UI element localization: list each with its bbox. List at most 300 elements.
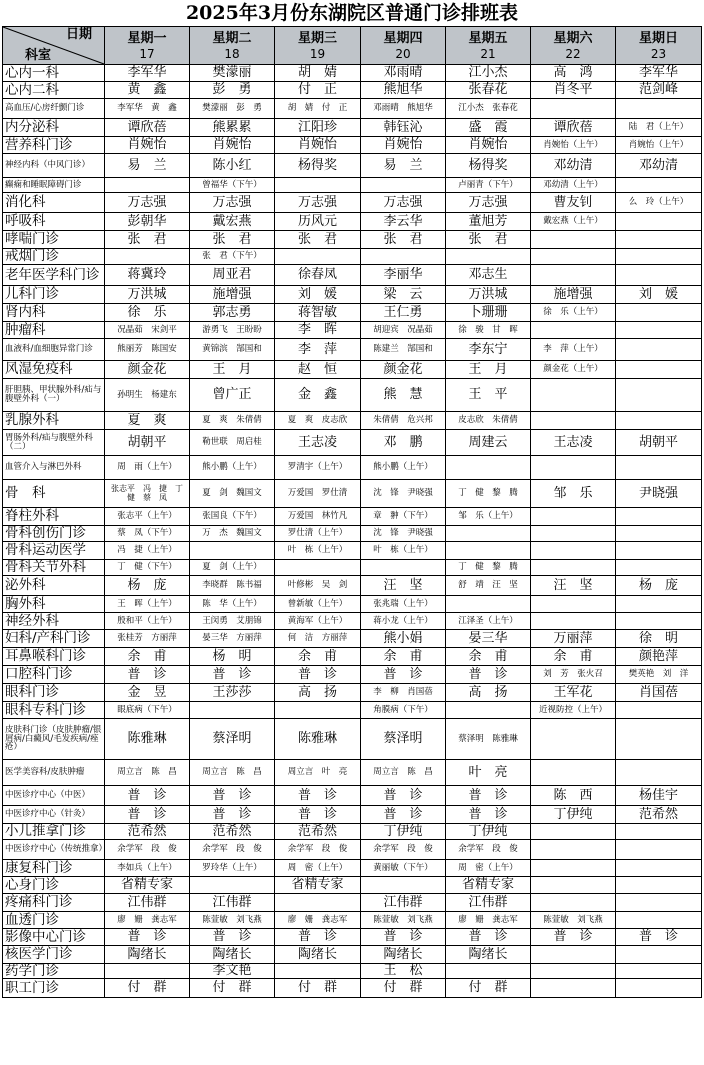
schedule-row: [3, 806, 702, 824]
schedule-cell: 万志强: [361, 193, 446, 213]
schedule-cell: [275, 178, 361, 193]
schedule-title: 2025年3月份东湖院区普通门诊排班表: [185, 2, 519, 24]
schedule-cell: 戴宏燕: [190, 213, 275, 231]
schedule-cell: 戴宏燕（上午）: [531, 213, 616, 231]
schedule-cell: 董旭芳: [446, 213, 531, 231]
schedule-cell: 彭朝华: [105, 213, 190, 231]
schedule-cell: [105, 964, 190, 979]
schedule-cell: 肖婉怡（上午）: [616, 137, 702, 154]
day-header-wed: 星期三 19: [275, 27, 361, 65]
schedule-cell: 普 诊: [275, 786, 361, 806]
schedule-cell: 肖国蓓: [616, 684, 702, 702]
schedule-row: [3, 508, 702, 526]
schedule-cell: [616, 860, 702, 877]
schedule-cell: 郭志勇: [190, 304, 275, 322]
schedule-cell: 蒋智敏: [275, 304, 361, 322]
schedule-cell: [616, 946, 702, 964]
schedule-row: [3, 877, 702, 894]
schedule-cell: 张 君: [275, 231, 361, 249]
schedule-cell: [190, 877, 275, 894]
schedule-cell: 肖婉怡: [446, 137, 531, 154]
schedule-cell: 沈 锋 尹晓强: [361, 480, 446, 508]
schedule-row: [3, 946, 702, 964]
schedule-cell: 普 诊: [105, 929, 190, 946]
schedule-cell: 勒世联 周启桂: [190, 430, 275, 456]
schedule-row: [3, 178, 702, 193]
schedule-cell: 黄丽敏（下午）: [361, 860, 446, 877]
schedule-body: [3, 65, 702, 998]
schedule-cell: [190, 702, 275, 719]
department-name: 骨科关节外科: [3, 560, 105, 576]
schedule-cell: 范希然: [616, 806, 702, 824]
schedule-cell: 杨佳宇: [616, 786, 702, 806]
schedule-cell: 叶 亮: [446, 760, 531, 786]
schedule-cell: [531, 456, 616, 480]
schedule-cell: 余 甫: [531, 648, 616, 666]
schedule-row: [3, 213, 702, 231]
department-name: 妇科/产科门诊: [3, 630, 105, 648]
schedule-cell: 肖婉怡: [190, 137, 275, 154]
schedule-cell: 周建云: [446, 430, 531, 456]
department-name: 血透门诊: [3, 912, 105, 929]
schedule-cell: 普 诊: [190, 806, 275, 824]
schedule-cell: 丁 健（下午）: [105, 560, 190, 576]
schedule-cell: 梁 云: [361, 286, 446, 304]
schedule-cell: 普 诊: [275, 666, 361, 684]
department-name: 心内一科: [3, 65, 105, 82]
schedule-cell: 张国良（下午）: [190, 508, 275, 526]
schedule-cell: [616, 322, 702, 339]
schedule-cell: [531, 542, 616, 560]
department-name: 胸外科: [3, 596, 105, 613]
department-name: 影像中心门诊: [3, 929, 105, 946]
schedule-cell: [616, 456, 702, 480]
schedule-cell: 普 诊: [616, 929, 702, 946]
schedule-cell: 曾新敏（上午）: [275, 596, 361, 613]
schedule-cell: 江伟群: [446, 894, 531, 912]
schedule-cell: [446, 249, 531, 265]
schedule-row: [3, 137, 702, 154]
department-name: 骨科创伤门诊: [3, 526, 105, 542]
schedule-cell: 江泽圣（上午）: [446, 613, 531, 630]
department-name: 皮肤科门诊（皮肤肿瘤/银屑病/白癜风/毛发疾病/痤疮）: [3, 719, 105, 760]
schedule-cell: 眼底病（下午）: [105, 702, 190, 719]
schedule-cell: 李军华: [105, 65, 190, 82]
schedule-cell: 李 萍（上午）: [531, 339, 616, 361]
schedule-row: [3, 304, 702, 322]
schedule-cell: [616, 894, 702, 912]
schedule-cell: 余学军 段 俊: [105, 840, 190, 860]
day-header-fri: 星期五 21: [446, 27, 531, 65]
schedule-cell: 陈萱敏 刘飞燕: [190, 912, 275, 929]
schedule-cell: 邓 鹏: [361, 430, 446, 456]
schedule-cell: 易 兰: [105, 154, 190, 178]
schedule-cell: 普 诊: [531, 929, 616, 946]
schedule-row: [3, 193, 702, 213]
schedule-cell: 徐 明: [616, 630, 702, 648]
schedule-row: [3, 542, 702, 560]
department-name: 中医诊疗中心（中医）: [3, 786, 105, 806]
schedule-row: [3, 286, 702, 304]
schedule-cell: [616, 361, 702, 379]
day-header-mon: 星期一 17: [105, 27, 190, 65]
schedule-cell: 张 君: [190, 231, 275, 249]
schedule-cell: [531, 249, 616, 265]
schedule-row: [3, 912, 702, 929]
schedule-row: [3, 99, 702, 119]
schedule-cell: [531, 824, 616, 840]
schedule-cell: [446, 542, 531, 560]
schedule-cell: [531, 99, 616, 119]
schedule-cell: 普 诊: [361, 786, 446, 806]
schedule-row: [3, 719, 702, 760]
schedule-cell: 范剑峰: [616, 82, 702, 99]
schedule-cell: 历风元: [275, 213, 361, 231]
department-name: 眼科专科门诊: [3, 702, 105, 719]
schedule-row: [3, 860, 702, 877]
schedule-cell: 普 诊: [190, 929, 275, 946]
department-name: 中医诊疗中心（针灸）: [3, 806, 105, 824]
schedule-cell: 朱倩倩 危兴邦: [361, 412, 446, 430]
schedule-cell: [446, 526, 531, 542]
schedule-cell: 黄海军（上午）: [275, 613, 361, 630]
department-name: 眼科门诊: [3, 684, 105, 702]
schedule-row: [3, 119, 702, 137]
schedule-cell: 普 诊: [105, 786, 190, 806]
schedule-cell: 丁 健 黎 腾: [446, 480, 531, 508]
schedule-cell: [531, 719, 616, 760]
schedule-cell: 普 诊: [275, 806, 361, 824]
schedule-row: [3, 630, 702, 648]
schedule-cell: [616, 231, 702, 249]
schedule-cell: [531, 265, 616, 286]
schedule-cell: 陈雅琳: [275, 719, 361, 760]
schedule-row: [3, 430, 702, 456]
schedule-cell: 李东宁: [446, 339, 531, 361]
schedule-cell: [616, 412, 702, 430]
schedule-cell: 江小杰: [446, 65, 531, 82]
schedule-row: [3, 339, 702, 361]
department-name: 职工门诊: [3, 979, 105, 998]
schedule-cell: 万洪城: [105, 286, 190, 304]
schedule-cell: 蔡泽明 陈雅琳: [446, 719, 531, 760]
schedule-cell: 丁伊纯: [361, 824, 446, 840]
schedule-cell: [446, 964, 531, 979]
department-name: 乳腺外科: [3, 412, 105, 430]
schedule-cell: 夏 爽 朱倩倩: [190, 412, 275, 430]
department-name: 哮喘门诊: [3, 231, 105, 249]
schedule-cell: [105, 178, 190, 193]
schedule-cell: [616, 178, 702, 193]
schedule-cell: [361, 249, 446, 265]
department-name: 高血压/心房纤颤门诊: [3, 99, 105, 119]
department-name: 中医诊疗中心（传统推拿）: [3, 840, 105, 860]
schedule-cell: 万丽萍: [531, 630, 616, 648]
department-name: 神经外科: [3, 613, 105, 630]
schedule-cell: [275, 702, 361, 719]
schedule-cell: 万志强: [275, 193, 361, 213]
schedule-cell: 赵 恒: [275, 361, 361, 379]
schedule-cell: 万 杰 魏国文: [190, 526, 275, 542]
schedule-cell: 刘 媛: [275, 286, 361, 304]
schedule-cell: [531, 379, 616, 412]
schedule-cell: 周立言 叶 亮: [275, 760, 361, 786]
department-name: 脊柱外科: [3, 508, 105, 526]
schedule-cell: 普 诊: [446, 786, 531, 806]
schedule-cell: [616, 508, 702, 526]
schedule-cell: [531, 231, 616, 249]
department-name: 戒烟门诊: [3, 249, 105, 265]
schedule-cell: 王 月: [446, 361, 531, 379]
schedule-cell: 普 诊: [190, 786, 275, 806]
schedule-cell: 余学军 段 俊: [190, 840, 275, 860]
schedule-cell: 廖 姗 龚志军: [275, 912, 361, 929]
schedule-cell: 万爱国 罗仕清: [275, 480, 361, 508]
schedule-cell: [531, 840, 616, 860]
schedule-cell: [190, 542, 275, 560]
schedule-cell: 蔡泽明: [190, 719, 275, 760]
schedule-cell: 付 群: [361, 979, 446, 998]
schedule-cell: 熊小鹏（上午）: [361, 456, 446, 480]
schedule-cell: 熊丽芳 陈国安: [105, 339, 190, 361]
schedule-cell: 省精专家: [275, 877, 361, 894]
schedule-cell: 卜珊珊: [446, 304, 531, 322]
schedule-cell: 陈 华（上午）: [190, 596, 275, 613]
schedule-cell: 熊 慧: [361, 379, 446, 412]
schedule-cell: 丁伊纯: [531, 806, 616, 824]
schedule-cell: 张春花: [446, 82, 531, 99]
schedule-row: [3, 684, 702, 702]
schedule-cell: 王志凌: [275, 430, 361, 456]
schedule-cell: 王仁勇: [361, 304, 446, 322]
schedule-cell: 邓志生: [446, 265, 531, 286]
schedule-cell: 陈小红: [190, 154, 275, 178]
schedule-cell: 施增强: [531, 286, 616, 304]
schedule-cell: 陆 君（上午）: [616, 119, 702, 137]
schedule-cell: 陶绪长: [446, 946, 531, 964]
schedule-cell: [531, 946, 616, 964]
schedule-cell: 颜金花（上午）: [531, 361, 616, 379]
schedule-cell: 李军华: [616, 65, 702, 82]
schedule-row: [3, 526, 702, 542]
department-name: 血管介入与淋巴外科: [3, 456, 105, 480]
schedule-row: [3, 231, 702, 249]
schedule-cell: 陶绪长: [105, 946, 190, 964]
schedule-cell: 普 诊: [190, 666, 275, 684]
schedule-cell: 陈萱敏 刘飞燕: [361, 912, 446, 929]
schedule-cell: 樊濛丽 彭 勇: [190, 99, 275, 119]
schedule-row: [3, 702, 702, 719]
schedule-cell: 肖婉怡（上午）: [531, 137, 616, 154]
schedule-cell: 邓幼清（上午）: [531, 178, 616, 193]
schedule-cell: 付 群: [446, 979, 531, 998]
schedule-row: [3, 154, 702, 178]
schedule-cell: 叶 栋（上午）: [275, 542, 361, 560]
schedule-cell: 王 晖（上午）: [105, 596, 190, 613]
schedule-row: [3, 894, 702, 912]
schedule-cell: 徐 骏 甘 晖: [446, 322, 531, 339]
schedule-cell: 余学军 段 俊: [275, 840, 361, 860]
schedule-cell: 杨得奖: [275, 154, 361, 178]
schedule-cell: 普 诊: [105, 666, 190, 684]
schedule-cell: 角膜病（下午）: [361, 702, 446, 719]
schedule-cell: 陈建兰 郜国和: [361, 339, 446, 361]
schedule-cell: 王莎莎: [190, 684, 275, 702]
schedule-cell: 夏 剑（上午）: [190, 560, 275, 576]
schedule-cell: 丁 健 黎 腾: [446, 560, 531, 576]
schedule-cell: [275, 894, 361, 912]
schedule-cell: 李云华: [361, 213, 446, 231]
schedule-cell: 陈 西: [531, 786, 616, 806]
schedule-cell: 普 诊: [275, 929, 361, 946]
schedule-row: [3, 824, 702, 840]
schedule-row: [3, 265, 702, 286]
schedule-cell: 李丽华: [361, 265, 446, 286]
schedule-cell: 高 鸿: [531, 65, 616, 82]
schedule-cell: 李军华 黄 鑫: [105, 99, 190, 119]
schedule-row: [3, 361, 702, 379]
department-name: 心身门诊: [3, 877, 105, 894]
schedule-row: [3, 65, 702, 82]
schedule-cell: [616, 596, 702, 613]
department-name: 药学门诊: [3, 964, 105, 979]
schedule-cell: 殷和平（上午）: [105, 613, 190, 630]
schedule-cell: [531, 613, 616, 630]
schedule-cell: 江伟群: [361, 894, 446, 912]
schedule-cell: [531, 526, 616, 542]
schedule-cell: 王军花: [531, 684, 616, 702]
schedule-cell: 付 群: [275, 979, 361, 998]
schedule-cell: [616, 265, 702, 286]
schedule-cell: 周立言 陈 昌: [190, 760, 275, 786]
schedule-cell: 肖婉怡: [275, 137, 361, 154]
department-name: 胃肠外科/疝与腹壁外科（二）: [3, 430, 105, 456]
schedule-cell: 么 玲（上午）: [616, 193, 702, 213]
schedule-cell: 张桂芳 方丽萍: [105, 630, 190, 648]
schedule-cell: 颜金花: [105, 361, 190, 379]
schedule-cell: 廖 姗 龚志军: [446, 912, 531, 929]
schedule-cell: [616, 304, 702, 322]
schedule-cell: 余 甫: [275, 648, 361, 666]
schedule-cell: 邓幼清: [616, 154, 702, 178]
schedule-row: [3, 929, 702, 946]
schedule-cell: [531, 860, 616, 877]
schedule-cell: 徐春凤: [275, 265, 361, 286]
schedule-cell: [616, 339, 702, 361]
schedule-cell: 叶修彬 吴 剑: [275, 576, 361, 596]
schedule-cell: 范希然: [190, 824, 275, 840]
schedule-cell: 晏三华 方丽萍: [190, 630, 275, 648]
schedule-cell: 周 雨（上午）: [105, 456, 190, 480]
schedule-cell: 周 密（上午）: [275, 860, 361, 877]
schedule-cell: 熊累累: [190, 119, 275, 137]
schedule-cell: [531, 322, 616, 339]
schedule-cell: 金 鑫: [275, 379, 361, 412]
schedule-cell: [616, 760, 702, 786]
schedule-cell: 熊小娟: [361, 630, 446, 648]
schedule-row: [3, 480, 702, 508]
schedule-row: [3, 82, 702, 99]
schedule-cell: 张 君: [361, 231, 446, 249]
schedule-cell: 江伟群: [105, 894, 190, 912]
schedule-cell: 周亚君: [190, 265, 275, 286]
schedule-cell: 夏 爽 皮志欣: [275, 412, 361, 430]
day-header-thu: 星期四 20: [361, 27, 446, 65]
schedule-cell: 江伟群: [190, 894, 275, 912]
schedule-cell: [616, 99, 702, 119]
department-name: 骨科运动医学: [3, 542, 105, 560]
schedule-cell: 徐 乐: [105, 304, 190, 322]
schedule-cell: 熊旭华: [361, 82, 446, 99]
schedule-cell: 陈雅琳: [105, 719, 190, 760]
schedule-cell: [616, 560, 702, 576]
schedule-cell: 普 诊: [361, 806, 446, 824]
schedule-cell: 胡朝平: [105, 430, 190, 456]
schedule-cell: 李 柳 肖国蓓: [361, 684, 446, 702]
schedule-cell: [616, 979, 702, 998]
schedule-cell: 黄 鑫: [105, 82, 190, 99]
schedule-cell: [531, 560, 616, 576]
schedule-cell: 易 兰: [361, 154, 446, 178]
schedule-cell: 肖婉怡: [361, 137, 446, 154]
schedule-cell: 张 君: [105, 231, 190, 249]
schedule-cell: 万洪城: [446, 286, 531, 304]
schedule-cell: 肖冬平: [531, 82, 616, 99]
schedule-row: [3, 666, 702, 684]
schedule-cell: 胡迎宾 况晶茹: [361, 322, 446, 339]
schedule-cell: 金 昱: [105, 684, 190, 702]
schedule-cell: 汪 坚: [361, 576, 446, 596]
schedule-cell: 汪 坚: [531, 576, 616, 596]
schedule-cell: 李 萍: [275, 339, 361, 361]
schedule-cell: [616, 702, 702, 719]
schedule-cell: 万志强: [190, 193, 275, 213]
schedule-cell: 余学军 段 俊: [361, 840, 446, 860]
schedule-cell: 蒋冀玲: [105, 265, 190, 286]
department-name: 小儿推拿门诊: [3, 824, 105, 840]
schedule-cell: 周立言 陈 昌: [361, 760, 446, 786]
schedule-cell: 皮志欣 朱倩倩: [446, 412, 531, 430]
schedule-cell: 颜金花: [361, 361, 446, 379]
schedule-cell: 彭 勇: [190, 82, 275, 99]
schedule-cell: [361, 178, 446, 193]
schedule-row: [3, 648, 702, 666]
schedule-row: [3, 456, 702, 480]
schedule-cell: 廖 姗 龚志军: [105, 912, 190, 929]
corner-dept-label: 科室: [25, 48, 52, 64]
schedule-cell: 省精专家: [446, 877, 531, 894]
schedule-cell: 沈 锋 尹晓强: [361, 526, 446, 542]
department-name: 肾内科: [3, 304, 105, 322]
schedule-cell: 张 君（下午）: [190, 249, 275, 265]
schedule-cell: 蔡 凤（下午）: [105, 526, 190, 542]
schedule-cell: 邓雨晴 熊旭华: [361, 99, 446, 119]
schedule-table: [2, 26, 702, 998]
schedule-cell: 张兆瑞（上午）: [361, 596, 446, 613]
schedule-cell: 游勇飞 王盼盼: [190, 322, 275, 339]
schedule-cell: 邓雨晴: [361, 65, 446, 82]
schedule-cell: [616, 613, 702, 630]
department-name: 耳鼻喉科门诊: [3, 648, 105, 666]
header-corner: [3, 27, 105, 65]
schedule-cell: 王志凌: [531, 430, 616, 456]
department-name: 呼吸科: [3, 213, 105, 231]
schedule-cell: [105, 249, 190, 265]
department-name: 肿瘤科: [3, 322, 105, 339]
schedule-cell: [616, 213, 702, 231]
schedule-cell: 万爱国 林竹凡: [275, 508, 361, 526]
schedule-cell: 张志平（上午）: [105, 508, 190, 526]
